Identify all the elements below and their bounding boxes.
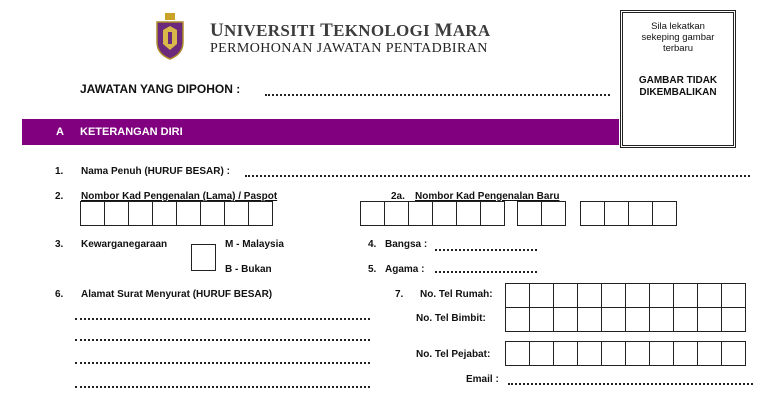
citizenship-checkbox[interactable] xyxy=(191,244,216,271)
home-phone-boxes[interactable] xyxy=(505,283,746,308)
form-title: PERMOHONAN JAWATAN PENTADBIRAN xyxy=(210,41,488,56)
field-4-number: 4. xyxy=(368,239,377,250)
address-line-4[interactable] xyxy=(75,386,370,388)
old-ic-boxes[interactable] xyxy=(80,201,273,226)
full-name-label: Nama Penuh (HURUF BESAR) : xyxy=(81,166,230,177)
uitm-logo-icon xyxy=(155,12,185,60)
field-6-number: 6. xyxy=(55,289,64,300)
citizenship-label: Kewarganegaraan xyxy=(81,239,168,250)
mailing-address-label: Alamat Surat Menyurat (HURUF BESAR) xyxy=(81,289,273,300)
position-input-line[interactable] xyxy=(265,94,610,96)
field-1-number: 1. xyxy=(55,166,64,177)
home-phone-label: No. Tel Rumah: xyxy=(420,289,493,300)
religion-label: Agama : xyxy=(385,264,425,275)
address-line-3[interactable] xyxy=(75,362,370,364)
office-phone-boxes[interactable] xyxy=(505,341,746,366)
email-input-line[interactable] xyxy=(508,383,753,385)
mobile-phone-label: No. Tel Bimbit: xyxy=(416,313,486,324)
old-ic-passport-label: Nombor Kad Pengenalan (Lama) / Paspot xyxy=(81,191,278,202)
new-ic-boxes-part3[interactable] xyxy=(580,201,677,226)
field-2a-number: 2a. xyxy=(391,191,405,202)
new-ic-label: Nombor Kad Pengenalan Baru xyxy=(415,191,560,202)
full-name-input-line[interactable] xyxy=(245,175,750,177)
photo-note-line2: DIKEMBALIKAN xyxy=(639,87,717,98)
mobile-phone-boxes[interactable] xyxy=(505,307,746,332)
citizenship-option-bukan: B - Bukan xyxy=(225,264,272,275)
section-header-bar xyxy=(22,119,619,145)
photo-instruction-line3: terbaru xyxy=(662,43,694,54)
field-7-number: 7. xyxy=(395,289,404,300)
race-input-line[interactable] xyxy=(435,249,537,251)
photo-instruction-line2: sekeping gambar xyxy=(641,32,715,43)
section-letter: A xyxy=(56,126,64,138)
university-name: UNIVERSITI TEKNOLOGI MARA xyxy=(210,20,491,41)
field-3-number: 3. xyxy=(55,239,64,250)
address-line-1[interactable] xyxy=(75,318,370,320)
photo-box[interactable] xyxy=(620,10,736,148)
photo-note-line1: GAMBAR TIDAK xyxy=(638,75,718,86)
photo-instruction-line1: Sila lekatkan xyxy=(651,21,705,32)
new-ic-boxes-part2[interactable] xyxy=(517,201,566,226)
new-ic-boxes-part1[interactable] xyxy=(360,201,505,226)
position-label: JAWATAN YANG DIPOHON : xyxy=(80,82,241,96)
religion-input-line[interactable] xyxy=(435,271,537,273)
field-2-number: 2. xyxy=(55,191,64,202)
address-line-2[interactable] xyxy=(75,339,370,341)
section-title: KETERANGAN DIRI xyxy=(80,126,183,138)
email-label: Email : xyxy=(466,374,499,385)
race-label: Bangsa : xyxy=(385,239,428,250)
field-5-number: 5. xyxy=(368,264,377,275)
office-phone-label: No. Tel Pejabat: xyxy=(416,349,491,360)
citizenship-option-malaysia: M - Malaysia xyxy=(225,239,284,250)
